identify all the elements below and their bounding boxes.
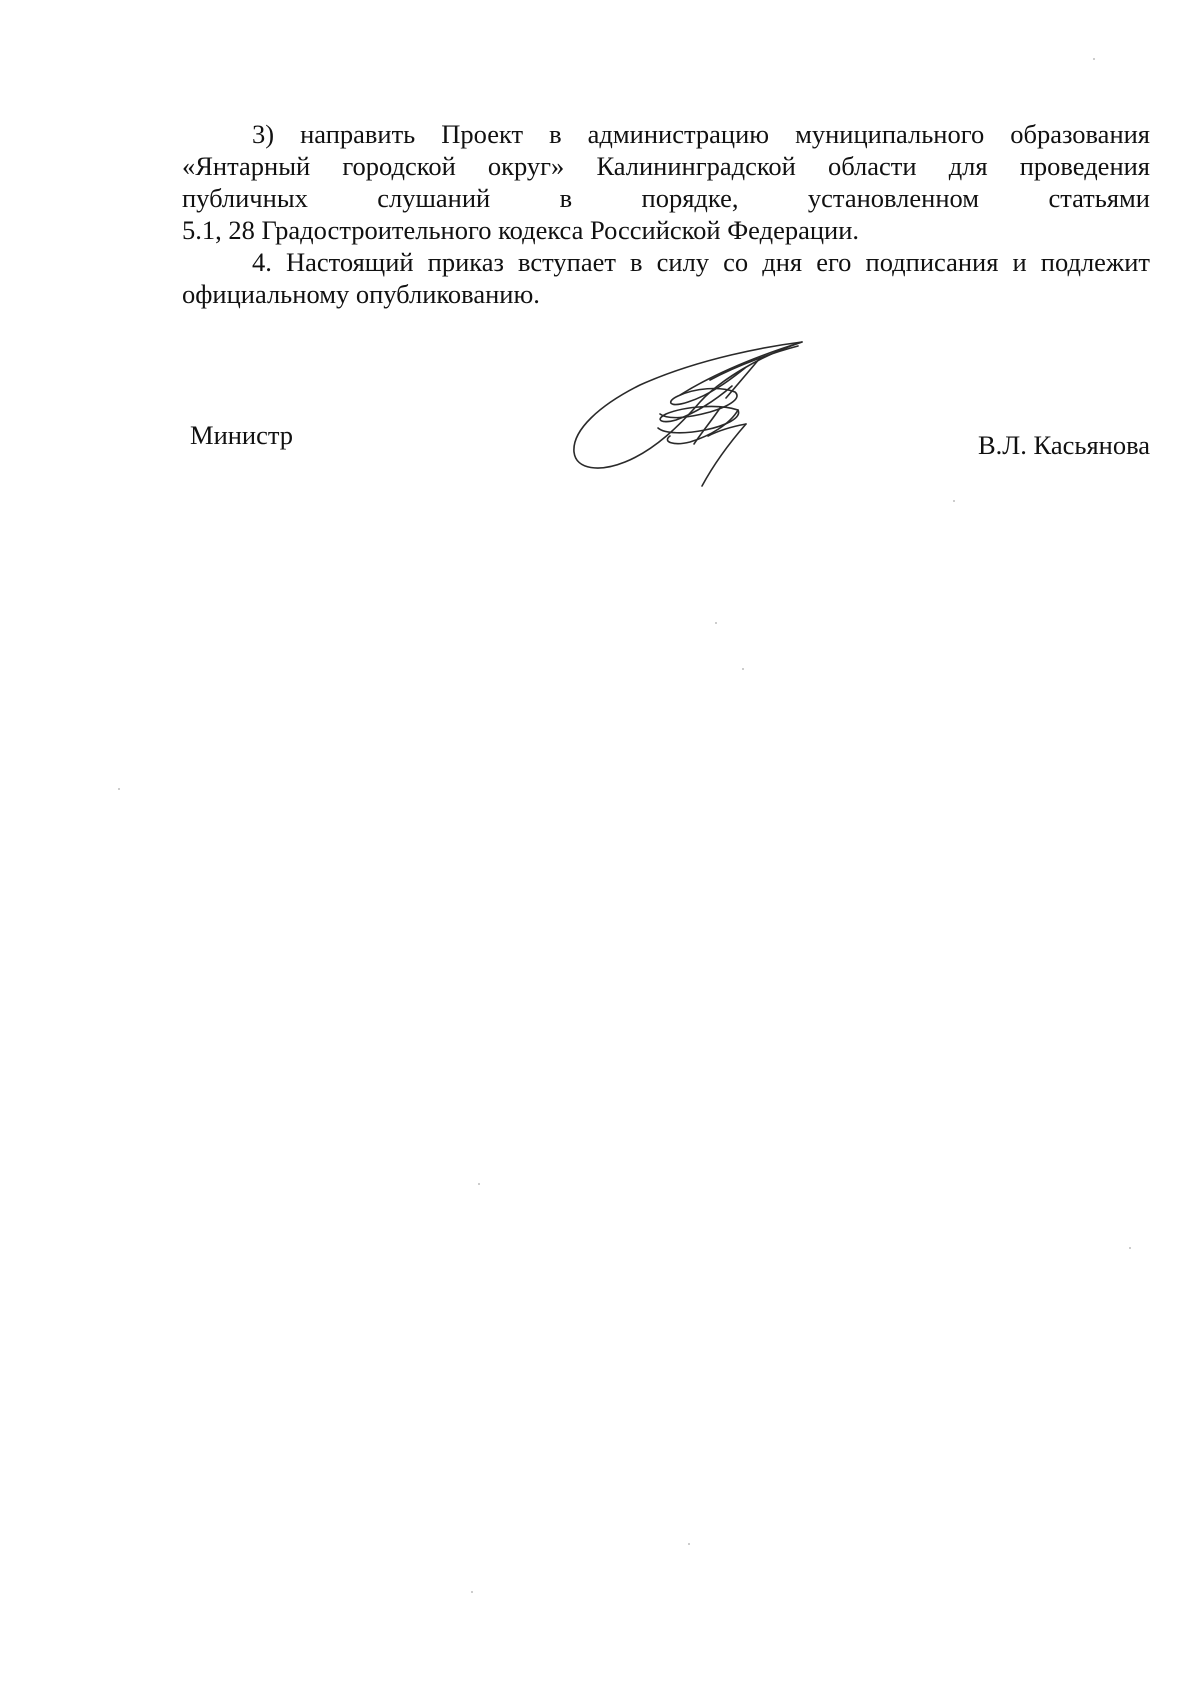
- paragraph-4-line-2: официальному опубликованию.: [182, 279, 540, 309]
- paragraph-4-line-1: 4. Настоящий приказ вступает в силу со дня его подписания и подлежит: [252, 247, 1150, 277]
- paragraph-3-line-2: «Янтарный городской округ» Калининградской области для проведения: [182, 151, 1150, 181]
- signer-name: В.Л. Касьянова: [977, 430, 1150, 460]
- handwritten-signature: [570, 340, 815, 490]
- scan-speck: [118, 788, 120, 790]
- signer-position: Министр: [190, 420, 294, 450]
- scan-speck: [478, 1183, 480, 1185]
- paragraph-3-line-1: 3) направить Проект в администрацию муниципального образования: [252, 119, 1150, 149]
- scan-speck: [471, 1591, 473, 1593]
- scan-speck: [1129, 1247, 1131, 1249]
- scan-speck: [688, 1543, 690, 1545]
- scan-speck: [953, 500, 955, 502]
- paragraph-3-line-4: 5.1, 28 Градостроительного кодекса Российской Федерации.: [182, 215, 860, 245]
- paragraph-item-3: [182, 118, 1150, 246]
- scan-speck: [742, 668, 744, 670]
- paragraph-item-4: [182, 246, 1150, 310]
- scan-speck: [1093, 58, 1095, 60]
- scan-speck: [715, 622, 717, 624]
- paragraph-3-line-3: публичных слушаний в порядке, установленном статьями: [182, 183, 1150, 213]
- document-body: [182, 118, 1150, 310]
